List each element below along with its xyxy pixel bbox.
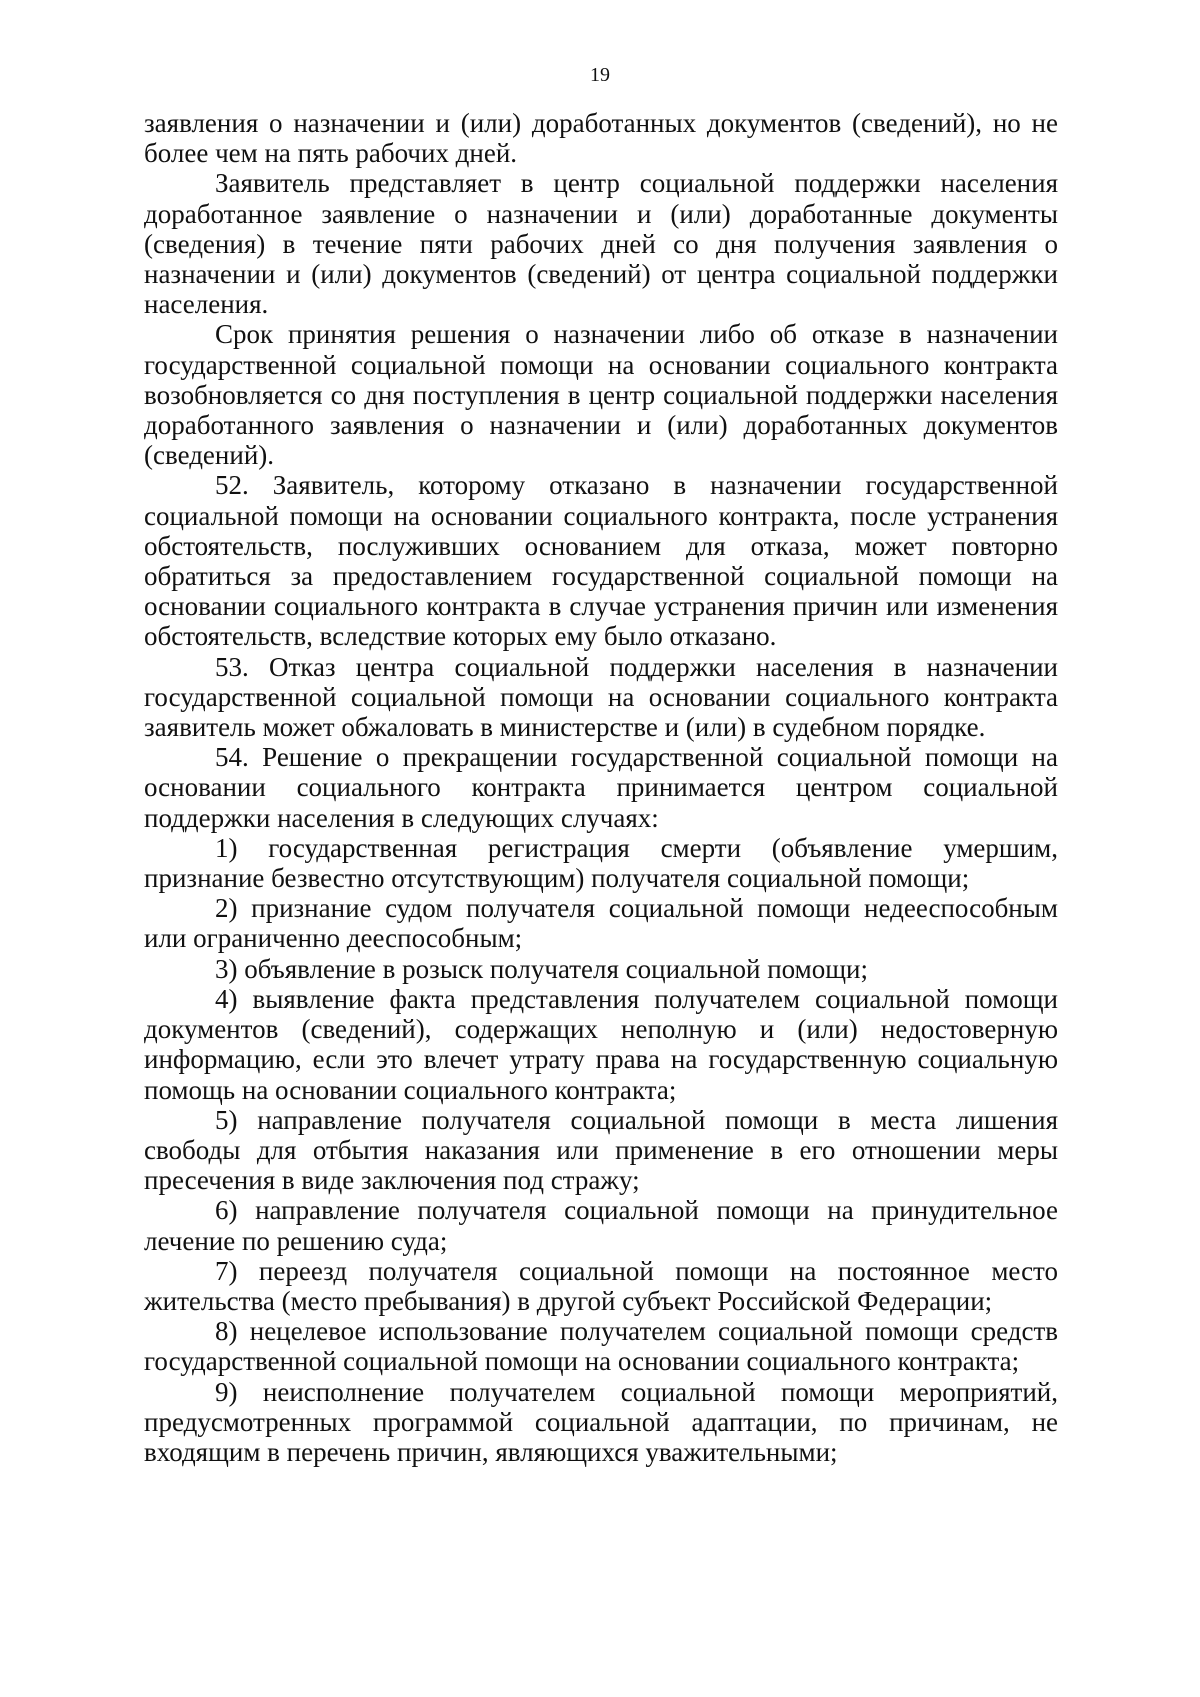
page-number: 19 [590, 64, 610, 86]
list-item-1: 1) государственная регистрация смерти (объявление умершим, признание безвестно отсутствующим) получателя социальной помощи; [144, 832, 1058, 894]
list-item-8: 8) нецелевое использование получателем социальной помощи средств государственной социальной помощи на основании социального контракта; [144, 1316, 1058, 1377]
list-item-3: 3) объявление в розыск получателя социальной помощи; [215, 953, 868, 984]
list-item-2: 2) признание судом получателя социальной помощи недееспособным или ограниченно дееспособным; [144, 893, 1058, 954]
document-body [144, 108, 1058, 1467]
paragraph-item-54: 54. Решение о прекращении государственной социальной помощи на основании социального контракта принимается центром социальной поддержки населения в следующих случаях: [144, 742, 1058, 833]
list-item-7: 7) переезд получателя социальной помощи на постоянное место жительства (место пребывания) в другой субъект Российской Федерации; [144, 1255, 1058, 1316]
list-item-5: 5) направление получателя социальной помощи в места лишения свободы для отбытия наказания или применение в его отношении меры пресечения в виде заключения под стражу; [144, 1104, 1058, 1196]
list-item-6: 6) направление получателя социальной помощи на принудительное лечение по решению суда; [144, 1195, 1058, 1256]
list-item-4: 4) выявление факта представления получателем социальной помощи документов (сведений), содержащих неполную и (или) недостоверную информацию, если это влечет утрату права на государственную социальную помощь на основании социального контракта; [144, 983, 1058, 1105]
paragraph-continuation: заявления о назначении и (или) доработанных документов (сведений), но не более чем на пять рабочих дней. [144, 108, 1058, 169]
paragraph-item-53: 53. Отказ центра социальной поддержки населения в назначении государственной социальной помощи на основании социального контракта заявитель может обжаловать в министерстве и (или) в судебном порядке. [144, 651, 1058, 743]
list-item-9: 9) неисполнение получателем социальной помощи мероприятий, предусмотренных программой социальной адаптации, по причинам, не входящим в перечень причин, являющихся уважительными; [144, 1376, 1058, 1467]
paragraph-applicant-resubmission: Заявитель представляет в центр социальной поддержки населения доработанное заявление о назначении и (или) доработанные документы (сведения) в течение пяти рабочих дней со дня получения заявления о назначении и (или) документов (сведений) от центра социальной поддержки населения. [144, 168, 1058, 320]
paragraph-item-52: 52. Заявитель, которому отказано в назначении государственной социальной помощи на основании социального контракта, после устранения обстоятельств, послуживших основанием для отказа, может повторно обратиться за предоставлением государственной социальной помощи на основании социального контракта в случае устранения причин или изменения обстоятельств, вследствие которых ему было отказано. [144, 470, 1058, 652]
paragraph-decision-term-resumption: Срок принятия решения о назначении либо об отказе в назначении государственной социальной помощи на основании социального контракта возобновляется со дня поступления в центр социальной поддержки населения доработанного заявления о назначении и (или) доработанных документов (сведений). [144, 319, 1058, 471]
